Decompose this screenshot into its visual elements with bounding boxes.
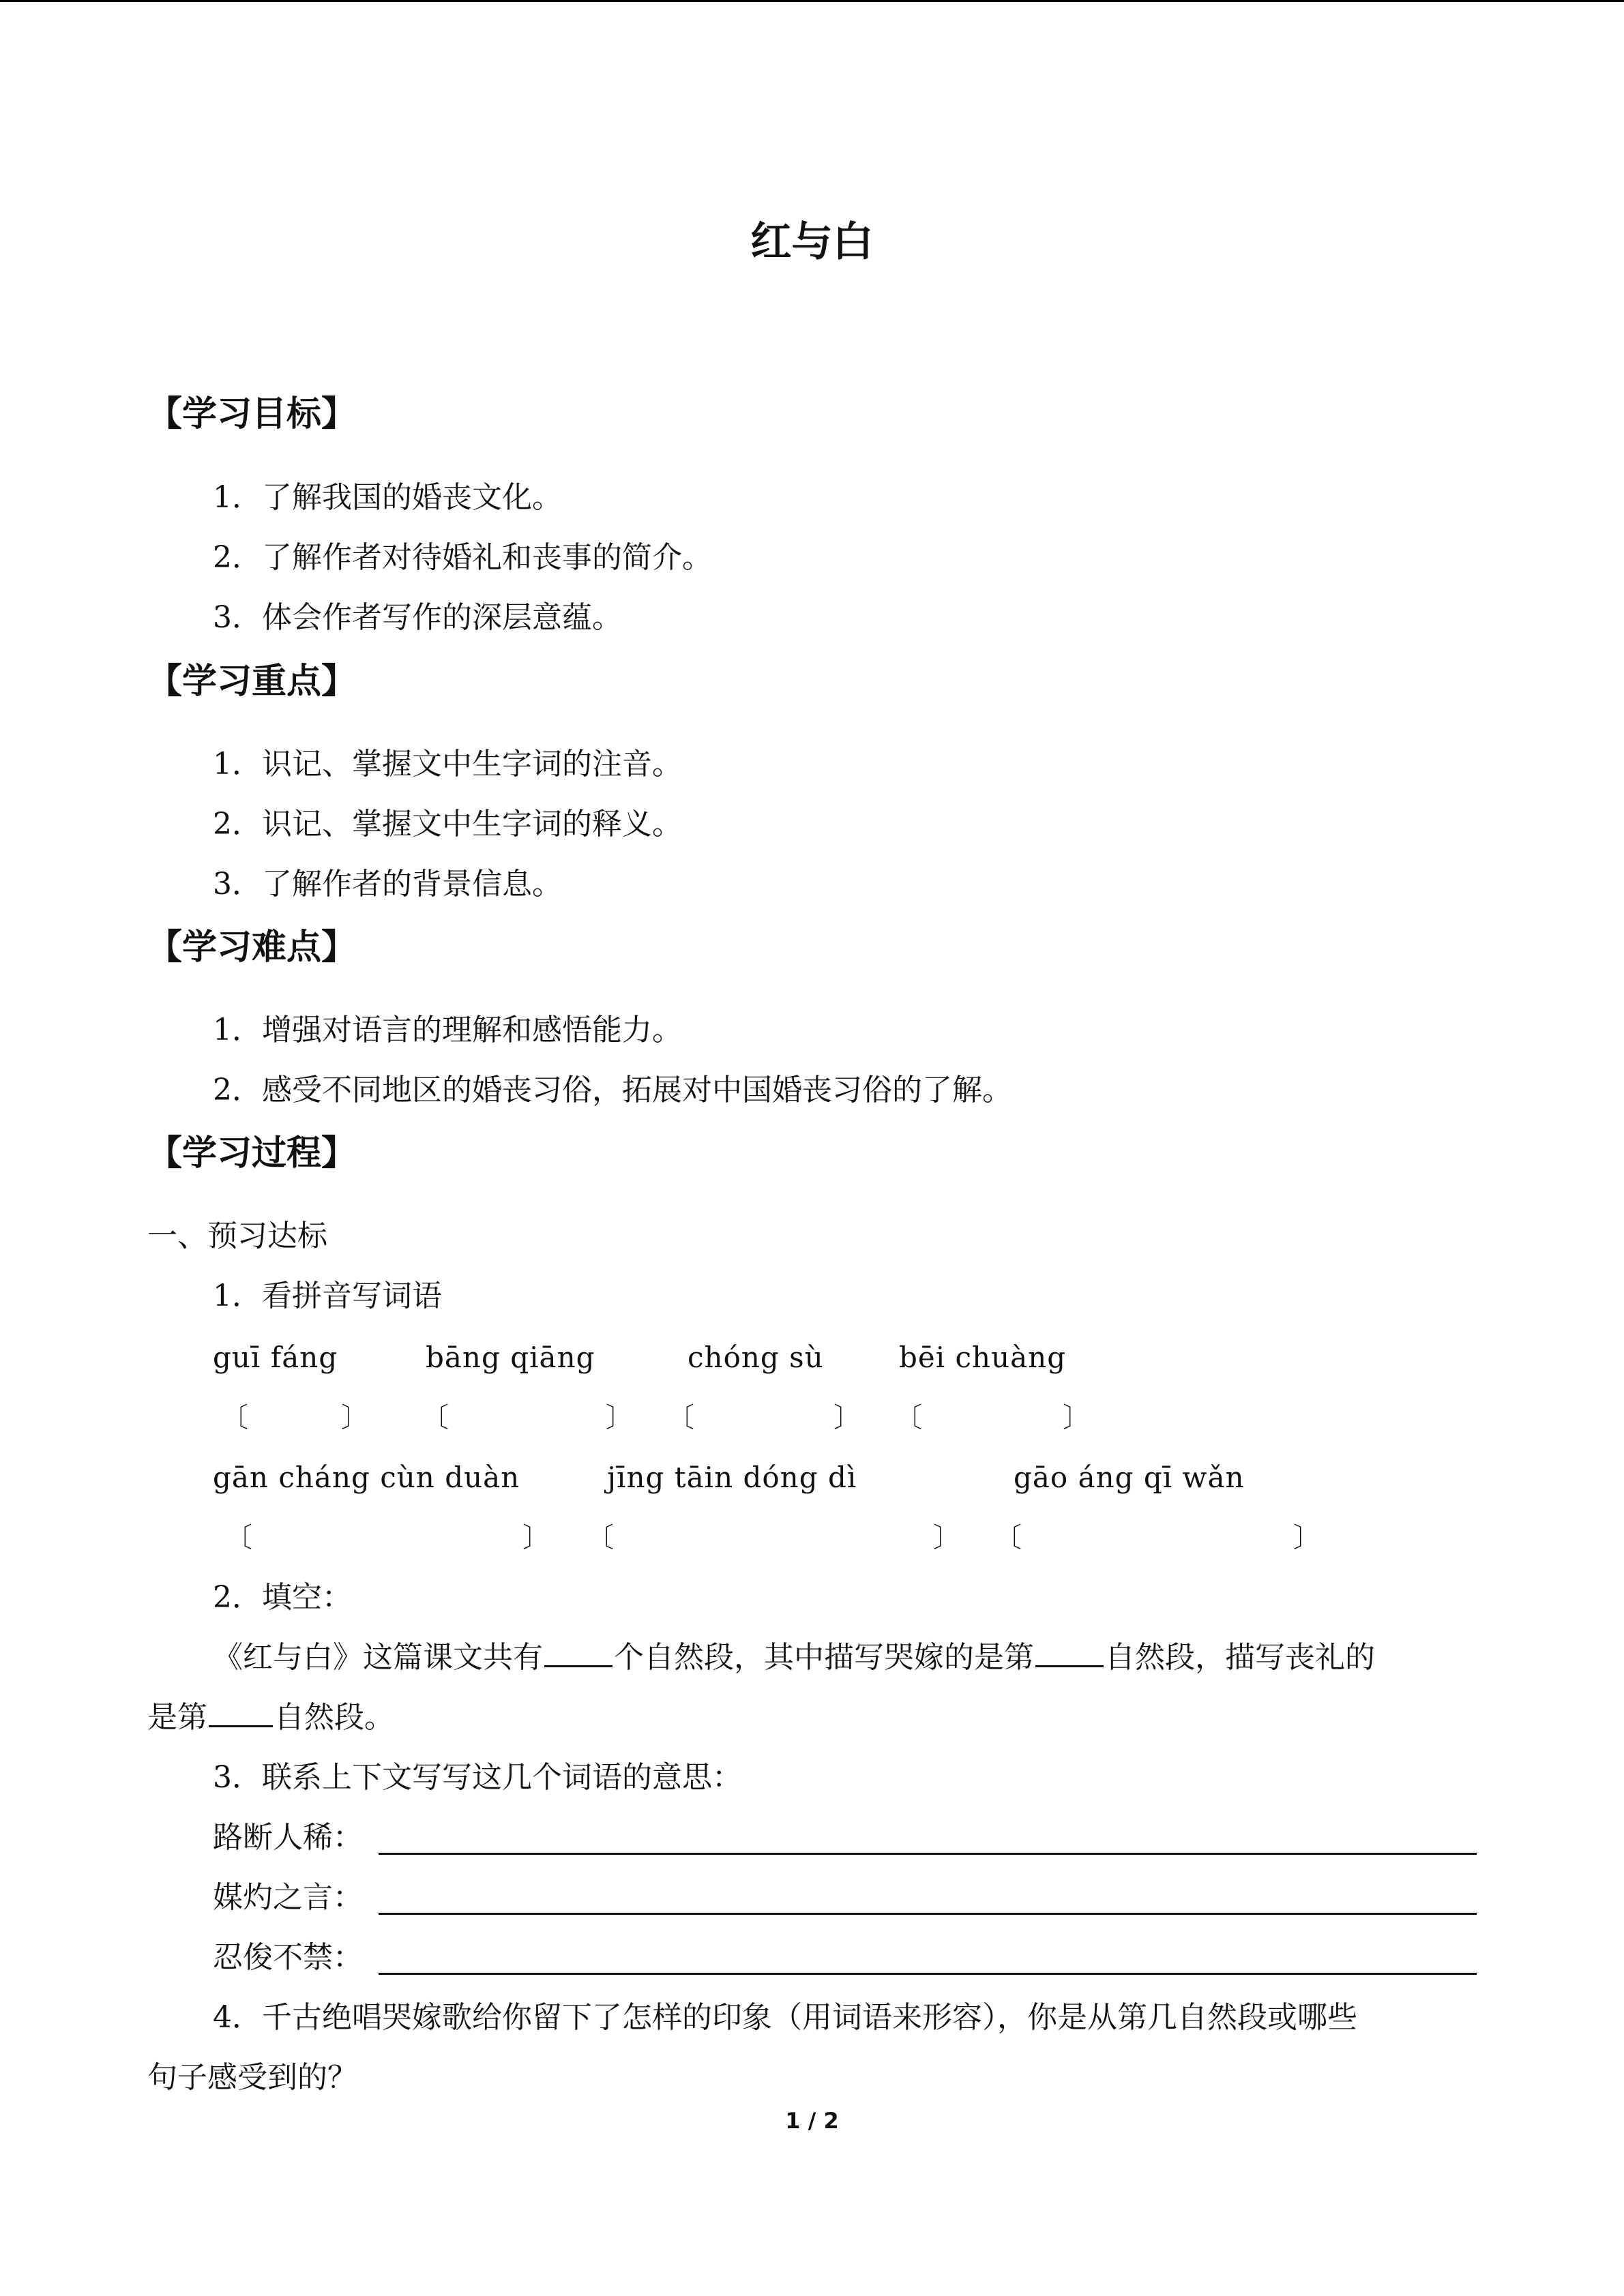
answer-line-term-2[interactable] [379, 1913, 1477, 1915]
answer-bracket-open: 〔 [667, 1402, 694, 1433]
pinyin-gui-fang: guī fáng [213, 1341, 338, 1374]
heading-process: 【学习过程】 [147, 1133, 357, 1174]
part-1-label: 一、预习达标 [147, 1219, 327, 1253]
key-item-1: 1．识记、掌握文中生字词的注音。 [213, 747, 682, 781]
page-title: 红与白 [750, 218, 874, 266]
goal-item-3: 3．体会作者写作的深层意蕴。 [213, 600, 622, 635]
heading-key-points: 【学习重点】 [147, 661, 357, 702]
pinyin-gan-chang-cun-duan: gān cháng cùn duàn [213, 1461, 520, 1494]
answer-bracket-open: 〔 [994, 1522, 1022, 1553]
fill-blank-paragraph-count[interactable] [544, 1638, 612, 1667]
answer-bracket-open: 〔 [221, 1402, 248, 1433]
pinyin-bang-qiang: bāng qiāng [426, 1341, 595, 1374]
q2-label: 2．填空： [213, 1580, 352, 1615]
answer-bracket-open: 〔 [895, 1402, 922, 1433]
answer-bracket-open: 〔 [587, 1522, 614, 1553]
heading-difficult-points: 【学习难点】 [147, 927, 357, 968]
answer-bracket-close: 〕 [606, 1402, 633, 1433]
answer-bracket-close: 〕 [341, 1402, 368, 1433]
q3-term-3: 忍俊不禁： [213, 1940, 363, 1975]
q2-text-c: 自然段，描写丧礼的 [1105, 1640, 1375, 1675]
q2-text-d: 是第 [147, 1700, 207, 1735]
page-number: 1 / 2 [785, 2108, 839, 2134]
key-item-3: 3．了解作者的背景信息。 [213, 867, 562, 901]
q3-term-2: 媒灼之言： [213, 1880, 363, 1915]
pinyin-jing-tian-dong-di: jīng tāin dóng dì [607, 1461, 857, 1494]
answer-bracket-close: 〕 [522, 1522, 550, 1553]
answer-bracket-close: 〕 [1063, 1402, 1090, 1433]
fill-blank-crying-marriage-paragraph[interactable] [1035, 1638, 1104, 1667]
q2-sentence-line1 [213, 1637, 1375, 1678]
answer-bracket-close: 〕 [933, 1522, 960, 1553]
q1-label: 1．看拼音写词语 [213, 1279, 442, 1313]
answer-bracket-open: 〔 [225, 1522, 252, 1553]
q3-term-1: 路断人稀： [213, 1820, 363, 1855]
q2-text-e: 自然段。 [274, 1700, 394, 1735]
key-item-2: 2．识记、掌握文中生字词的释义。 [213, 807, 682, 841]
pinyin-bei-chuang: bēi chuàng [899, 1341, 1067, 1374]
pinyin-chong-su: chóng sù [688, 1341, 824, 1374]
pinyin-gao-ang-qi-wan: gāo áng qī wǎn [1014, 1461, 1245, 1494]
heading-goals: 【学习目标】 [147, 394, 357, 434]
q2-text-a: 《红与白》这篇课文共有 [213, 1640, 543, 1675]
fill-blank-funeral-paragraph[interactable] [209, 1698, 273, 1727]
answer-line-term-1[interactable] [379, 1853, 1477, 1855]
q2-text-b: 个自然段，其中描写哭嫁的是第 [614, 1640, 1034, 1675]
difficult-item-2: 2．感受不同地区的婚丧习俗，拓展对中国婚丧习俗的了解。 [213, 1073, 1012, 1107]
answer-bracket-close: 〕 [833, 1402, 861, 1433]
q4-text-line1: 4．千古绝唱哭嫁歌给你留下了怎样的印象（用词语来形容），你是从第几自然段或哪些 [213, 2000, 1357, 2035]
answer-bracket-open: 〔 [422, 1402, 449, 1433]
q4-text-line2: 句子感受到的？ [147, 2060, 357, 2095]
q3-label: 3．联系上下文写写这几个词语的意思： [213, 1760, 742, 1795]
answer-bracket-close: 〕 [1293, 1522, 1320, 1553]
goal-item-2: 2．了解作者对待婚礼和丧事的简介。 [213, 540, 712, 575]
difficult-item-1: 1．增强对语言的理解和感悟能力。 [213, 1013, 682, 1047]
answer-line-term-3[interactable] [379, 1973, 1477, 1975]
q2-sentence-line2 [147, 1697, 394, 1738]
goal-item-1: 1．了解我国的婚丧文化。 [213, 480, 562, 515]
